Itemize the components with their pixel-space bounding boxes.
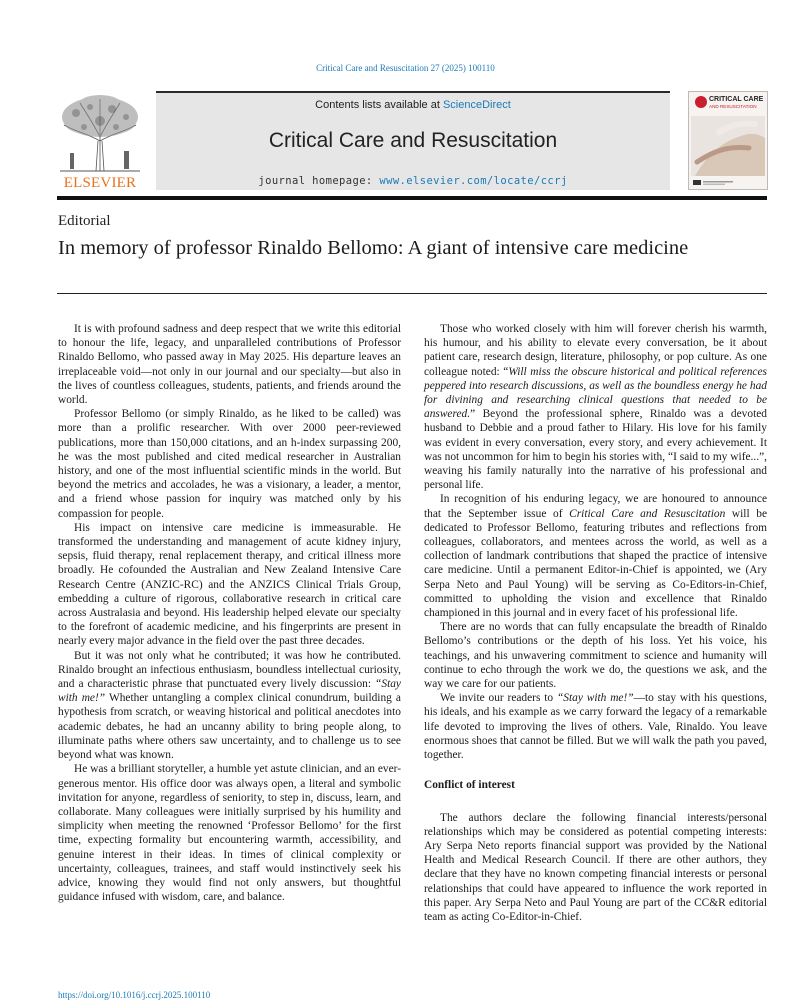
title-divider <box>57 293 767 294</box>
paragraph <box>58 649 401 763</box>
paragraph-text: In recognition of his enduring legacy, we are honoured to announce that the September issue of <box>424 493 767 520</box>
paragraph-text: ” Beyond the professional sphere, Rinaldo was a devoted husband to Debbie and a proud father to Hilary. His love for his family was evident in every conversation, every story, and every achievement. It was not uncommon for him to begin his stories with, “I said to my wife...”, weaving his family naturally into the narrative of his professional and personal life. <box>424 408 767 492</box>
cover-title-line-2: AND RESUSCITATION <box>709 104 757 109</box>
paragraph: He was a brilliant storyteller, a humble yet astute clinician, and an ever-generous mentor. His office door was always open, a literal and symbolic invitation for anyone, regardless of seniority, to step in, discuss, learn, and collaborate. Many colleagues were initially surprised by his humility and simplicity when meeting the renowned ‘Professor Bellomo’ for the first time, expecting formality but encountering warmth, accessibility, and genuine interest in their ideas. In times of clinical complexity or uncertainty, colleagues, trainees, and staff would instinctively seek his advice, knowing they would find not only answers, but thoughtful guidance infused with wisdom, care, and balance. <box>58 763 401 904</box>
article-title: In memory of professor Rinaldo Bellomo: A giant of intensive care medicine <box>58 237 689 259</box>
journal-cover-thumbnail[interactable] <box>688 91 768 190</box>
right-column <box>424 322 767 924</box>
cover-title-line-1: CRITICAL CARE <box>709 96 764 103</box>
conflict-of-interest-heading: Conflict of interest <box>424 779 515 792</box>
paragraph <box>424 322 767 492</box>
header-divider <box>57 196 767 200</box>
paragraph-text: will be dedicated to Professor Bellomo, featuring tributes and reflections from colleagues, collaborators, and mentees across the world, as well as a collection of landmark contributions that shaped the practice of intensive care medicine. Until a permanent Editor-in-Chief is appointed, we (Ary Serpa Neto and Paul Young) will be serving as Co-Editors-in-Chief, committed to upholding the vision and excellence that Rinaldo championed in this journal and in every facet of his professional life. <box>424 507 768 620</box>
conflict-of-interest-text: The authors declare the following financial interests/personal relationships which may be considered as potential competing interests: Ary Serpa Neto reports financial support was provided by the National Health and Medical Research Council. If there are other authors, they declare that they have no known competing financial interests or personal relationships that could have appeared to influence the work reported in this paper. Ary Serpa Neto and Paul Young are part of the CC&R editorial team as acting Co-Editor-in-Chief. <box>424 811 767 923</box>
sciencedirect-link[interactable]: ScienceDirect <box>442 99 511 111</box>
journal-cover-image-icon <box>689 92 767 189</box>
paragraph <box>424 492 767 620</box>
doi-link[interactable]: https://doi.org/10.1016/j.ccrj.2025.100110 <box>58 990 211 1000</box>
paragraph: His impact on intensive care medicine is immeasurable. He transformed the understanding and management of acute kidney injury, sepsis, fluid therapy, renal replacement therapy, and critical illness more broadly. He cofounded the Australian and New Zealand Intensive Care Research Centre (ANZIC-RC) and the ANZICS Clinical Trials Group, embedding a culture of rigorous, collaborative research in critical care across Australasia and beyond. His leadership helped elevate our specialty to the forefront of academic medicine, and his fingerprints are present in nearly every major advance in the field over the past three decades. <box>58 521 401 648</box>
paragraph-text: Those who worked closely with him will forever cherish his warmth, his humour, and his ability to elevate every conversation, be it about patient care, research design, literature, philosophy, or pop culture. As one colleague noted: “ <box>424 323 767 378</box>
contents-line <box>156 99 670 111</box>
elsevier-tree-icon <box>56 91 144 173</box>
paragraph: It is with profound sadness and deep respect that we write this editorial to honour the life, legacy, and unparalleled contributions of Professor Rinaldo Bellomo, who passed away in May 2025. His departure leaves an irreplaceable void—not only in our journal and our specialty—but also in the lives of countless colleagues, students, patients, and friends around the world. <box>58 323 401 407</box>
journal-homepage-link[interactable]: www.elsevier.com/locate/ccrj <box>379 175 568 187</box>
elsevier-wordmark: ELSEVIER <box>63 175 137 191</box>
journal-homepage-line <box>156 175 670 187</box>
homepage-prefix: journal homepage: <box>258 175 380 187</box>
paragraph: Professor Bellomo (or simply Rinaldo, as he liked to be called) was more than a prolific researcher. With over 2000 peer-reviewed publications, more than 150,000 citations, and an h-index surpassing 200, he was the most published and cited medical researcher in Australian history, and one of the most influential scientific minds in the world. But beyond the metrics and accolades, he was a visionary, a leader, a mentor, and a friend whose passion for inquiry was matched only by his compassion for people. <box>58 408 401 520</box>
journal-citation[interactable]: Critical Care and Resuscitation 27 (2025) 100110 <box>316 63 495 73</box>
elsevier-logo[interactable] <box>56 91 144 191</box>
journal-name-italic: Critical Care and Resuscitation <box>569 507 726 520</box>
stay-with-me-quote: “Stay with me!” <box>556 692 634 705</box>
colleague-quote: Will miss the obscure historical and political references peppered into research discussions, as well as the boundless energy he had for divining and researching clinical questions that needed to be answered. <box>424 365 767 421</box>
paragraph-text: But it was not only what he contributed; it was how he contributed. Rinaldo brought an infectious enthusiasm, boundless intellectual curiosity, and a characteristic phrase that punctuated every lively discussion: <box>58 649 401 691</box>
contents-prefix: Contents lists available at <box>315 99 443 111</box>
paragraph: There are no words that can fully encapsulate the breadth of Rinaldo Bellomo’s contributions or the depth of his loss. Yet his voice, his teachings, and his unwavering commitment to science and humanity will continue to echo through the work we do, the questions we ask, and the way we care for our patients. <box>424 621 767 691</box>
left-column <box>58 322 401 904</box>
paragraph-text: We invite our readers to <box>440 692 557 705</box>
journal-title: Critical Care and Resuscitation <box>268 129 558 152</box>
paragraph-text: —to stay with his questions, his ideals, and his example as we carry forward the legacy of a remarkable life devoted to improving the lives of others. Vale, Rinaldo. You leave enormous shoes that cannot be filled. But we will walk the path you paved, together. <box>424 692 767 762</box>
article-type: Editorial <box>58 213 111 229</box>
paragraph <box>424 691 767 762</box>
journal-banner <box>156 91 670 190</box>
paragraph-text: Whether untangling a complex clinical conundrum, building a hypothesis from scratch, or weaving historical and political anecdotes into academic debates, he had an uncanny ability to bring people along, to illuminate paths where others saw uncertainty, and to challenge us to see beyond what was known. <box>58 692 401 762</box>
stay-with-me-quote: “Stay with me!” <box>58 678 401 705</box>
